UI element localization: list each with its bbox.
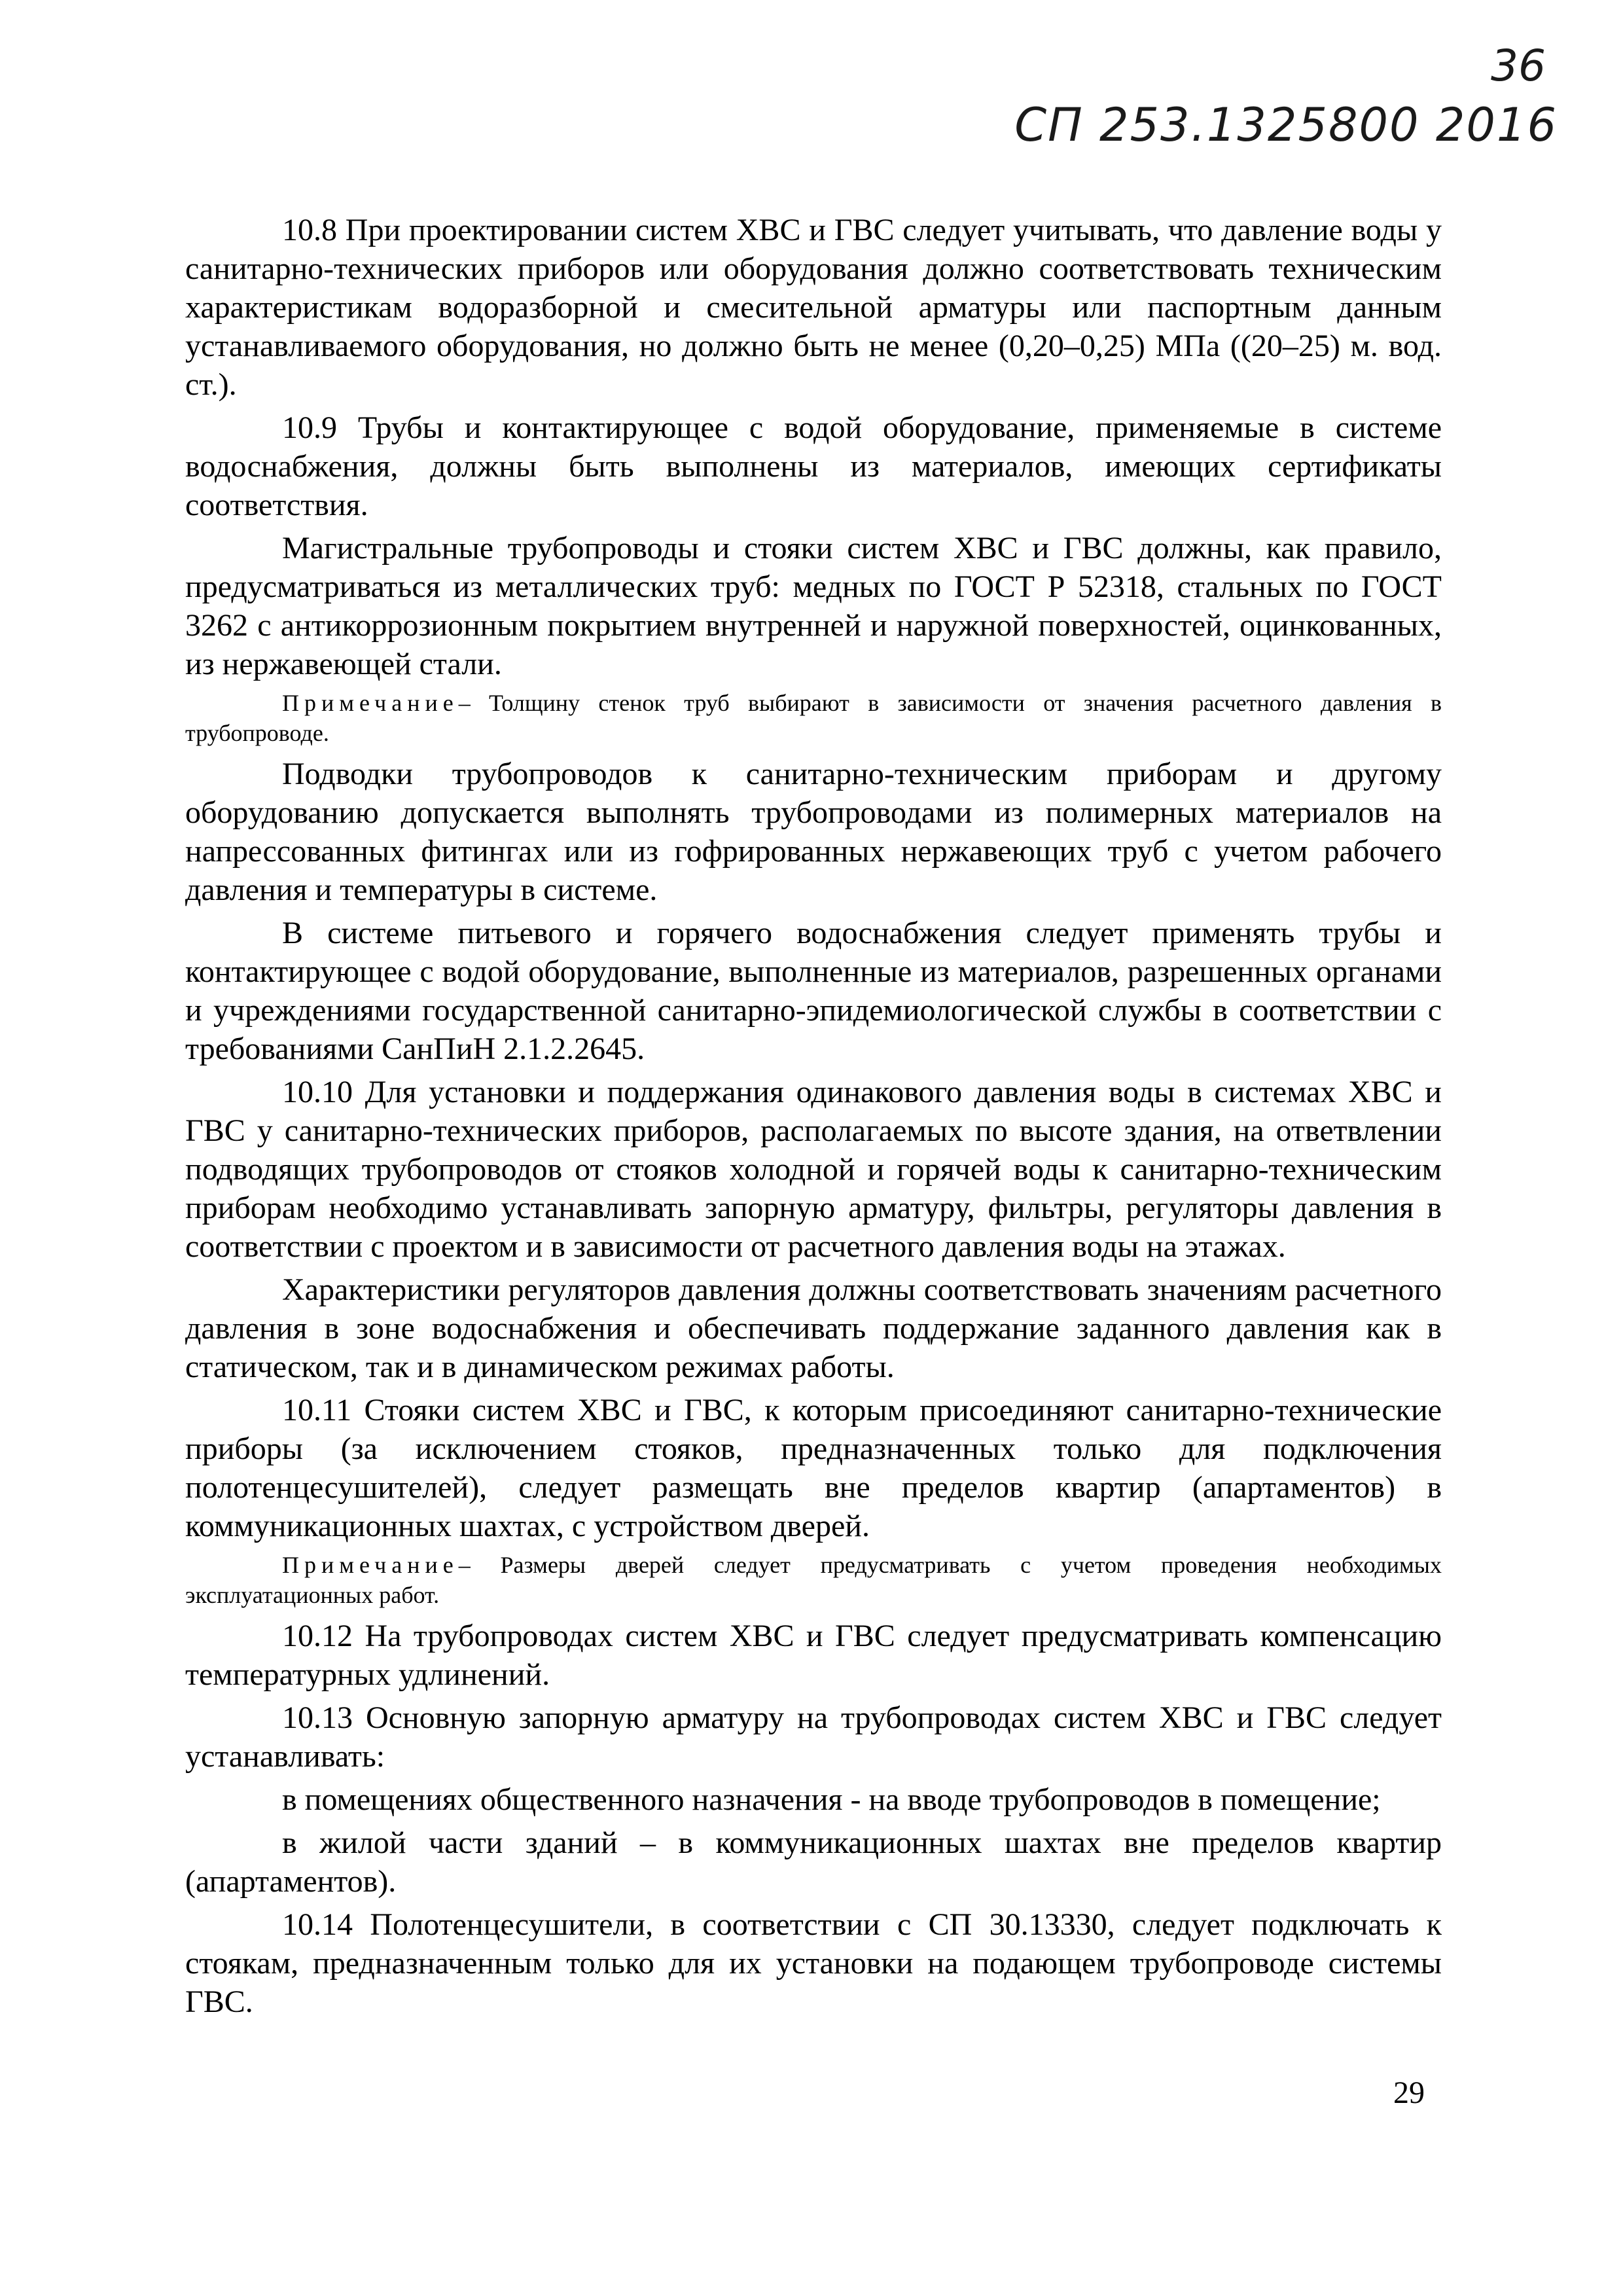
page-number: 29 [1393,2075,1425,2110]
paragraph-10-8: 10.8 При проектировании систем ХВС и ГВС следует учитывать, что давление воды у санитарно-технических приборов или оборудования должно соответствовать техническим характеристикам водоразборной и смесительной арматуры или паспортным данным устанавливаемого оборудования, но должно быть не менее (0,20–0,25) МПа ((20–25) м. вод. ст.). [185,213,1442,402]
paragraph-drinking-water: В системе питьевого и горячего водоснабжения следует применять трубы и контактирующее с водой оборудование, выполненные из материалов, разрешенных органами и учреждениями государственной санитарно-эпидемиологической службы в соответствии с требованиями СанПиН 2.1.2.2645. [185,916,1442,1066]
paragraph-10-14: 10.14 Полотенцесушители, в соответствии с СП 30.13330, следует подключать к стоякам, предназначенным только для их установки на подающем трубопроводе системы ГВС. [185,1907,1442,2019]
paragraph-10-11: 10.11 Стояки систем ХВС и ГВС, к которым присоединяют санитарно-технические приборы (за исключением стояков, предназначенных только для подключения полотенцесушителей), следует размещать вне пределов квартир (апартаментов) в коммуникационных шахтах, с устройством дверей. [185,1393,1442,1543]
paragraph-main-pipelines: Магистральные трубопроводы и стояки систем ХВС и ГВС должны, как правило, предусматриваться из металлических труб: медных по ГОСТ Р 52318, стальных по ГОСТ 3262 с антикоррозионным покрытием внутренней и наружной поверхностей, оцинкованных, из нержавеющей стали. [185,531,1442,681]
note-doors [185,1550,1442,1610]
paragraph-10-10: 10.10 Для установки и поддержания одинакового давления воды в системах ХВС и ГВС у санитарно-технических приборов, располагаемых по высоте здания, на ответвлении подводящих трубопроводов от стояков холодной и горячей воды к санитарно-техническим приборам необходимо устанавливать запорную арматуру, фильтры, регуляторы давления в соответствии с проектом и в зависимости от расчетного давления воды на этажах. [185,1075,1442,1264]
handwritten-page-mark: 36 [1491,41,1546,91]
note-label: Примечание [282,1552,459,1578]
note-text: – Толщину стенок труб выбирают в зависимости от значения расчетного давления в трубопроводе. [185,690,1442,746]
paragraph-regulators: Характеристики регуляторов давления должны соответствовать значениям расчетного давления в зоне водоснабжения и обеспечивать поддержание заданного давления как в статическом, так и в динамическом режимах работы. [185,1272,1442,1384]
note-text: – Размеры дверей следует предусматривать с учетом проведения необходимых эксплуатационных работ. [185,1552,1442,1608]
paragraph-10-13: 10.13 Основную запорную арматуру на трубопроводах систем ХВС и ГВС следует устанавливать: [185,1700,1442,1774]
paragraph-supply-lines: Подводки трубопроводов к санитарно-техническим приборам и другому оборудованию допускается выполнять трубопроводами из полимерных материалов на напрессованных фитингах или из гофрированных нержавеющих труб с учетом рабочего давления и температуры в системе. [185,757,1442,907]
paragraph-public-premises: в помещениях общественного назначения - на вводе трубопроводов в помещение; [282,1782,1381,1817]
paragraph-residential-part: в жилой части зданий – в коммуникационных шахтах вне пределов квартир (апартаментов). [185,1825,1442,1899]
handwritten-document-code: СП 253.1325800 2016 [1014,98,1558,152]
document-body [185,211,1442,2026]
note-label: Примечание [282,690,459,716]
paragraph-10-12: 10.12 На трубопроводах систем ХВС и ГВС следует предусматривать компенсацию температурных удлинений. [185,1619,1442,1692]
note-wall-thickness [185,688,1442,748]
paragraph-10-9: 10.9 Трубы и контактирующее с водой оборудование, применяемые в системе водоснабжения, должны быть выполнены из материалов, имеющих сертификаты соответствия. [185,410,1442,522]
